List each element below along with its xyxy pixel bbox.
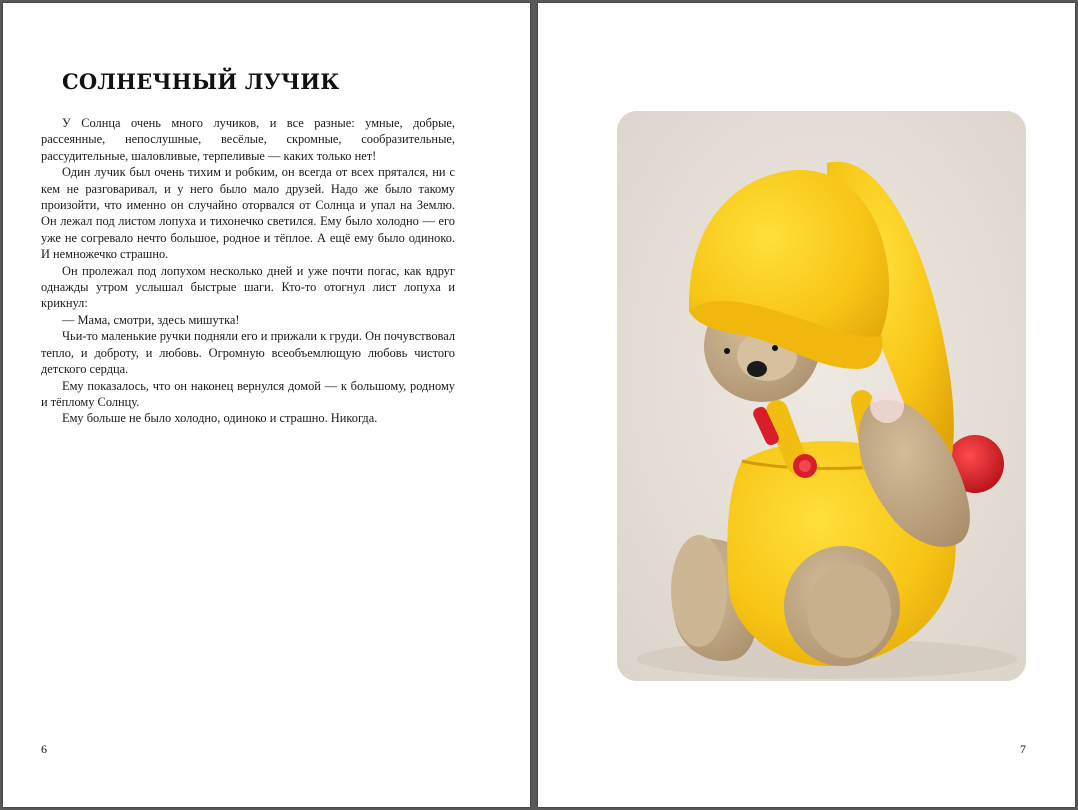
bear-nose <box>747 361 767 377</box>
right-page <box>538 3 1075 807</box>
paragraph: Ему больше не было холодно, одиноко и страшно. Никогда. <box>62 411 378 426</box>
teddy-bear-photo <box>617 111 1026 681</box>
page-number-right: 7 <box>1020 742 1026 756</box>
paragraph: Он пролежал под лопухом несколько дней и уже почти погас, как вдруг однажды утром услышал быстрые шаги. Кто-то отогнул лист лопуха и крикнул: <box>41 263 455 311</box>
paragraph: — Мама, смотри, здесь мишутка! <box>62 312 240 327</box>
paragraph: Чьи-то маленькие ручки подняли его и прижали к груди. Он почувствовал тепло, и доброту, и любовь. Огромную всеобъемлющую любовь чистого детского сердца. <box>41 329 455 377</box>
story-text <box>41 115 455 427</box>
page-number-left: 6 <box>41 742 47 756</box>
paragraph: Ему показалось, что он наконец вернулся домой — к большому, родному и тёплому Солнцу. <box>41 378 455 409</box>
left-page <box>3 3 530 807</box>
paragraph: Один лучик был очень тихим и робким, он всегда от всех прятался, ни с кем не разговаривал, и у него было мало друзей. Надо же было такому произойти, что именно он случайно оторвался от Солнца и упал на Землю. Он лежал под листом лопуха и тихонечко светился. Ему было холодно — его уже не согревало нечто большое, родное и тёплое. А ещё ему было одиноко. И немножечко страшно. <box>41 165 455 262</box>
paragraph: У Солнца очень много лучиков, и все разные: умные, добрые, рассеянные, непослушные, весёлые, скромные, сообразительные, рассудительные, шаловливые, терпеливые — каких только нет! <box>41 116 455 163</box>
chapter-title: СОЛНЕЧНЫЙ ЛУЧИК <box>62 69 340 94</box>
